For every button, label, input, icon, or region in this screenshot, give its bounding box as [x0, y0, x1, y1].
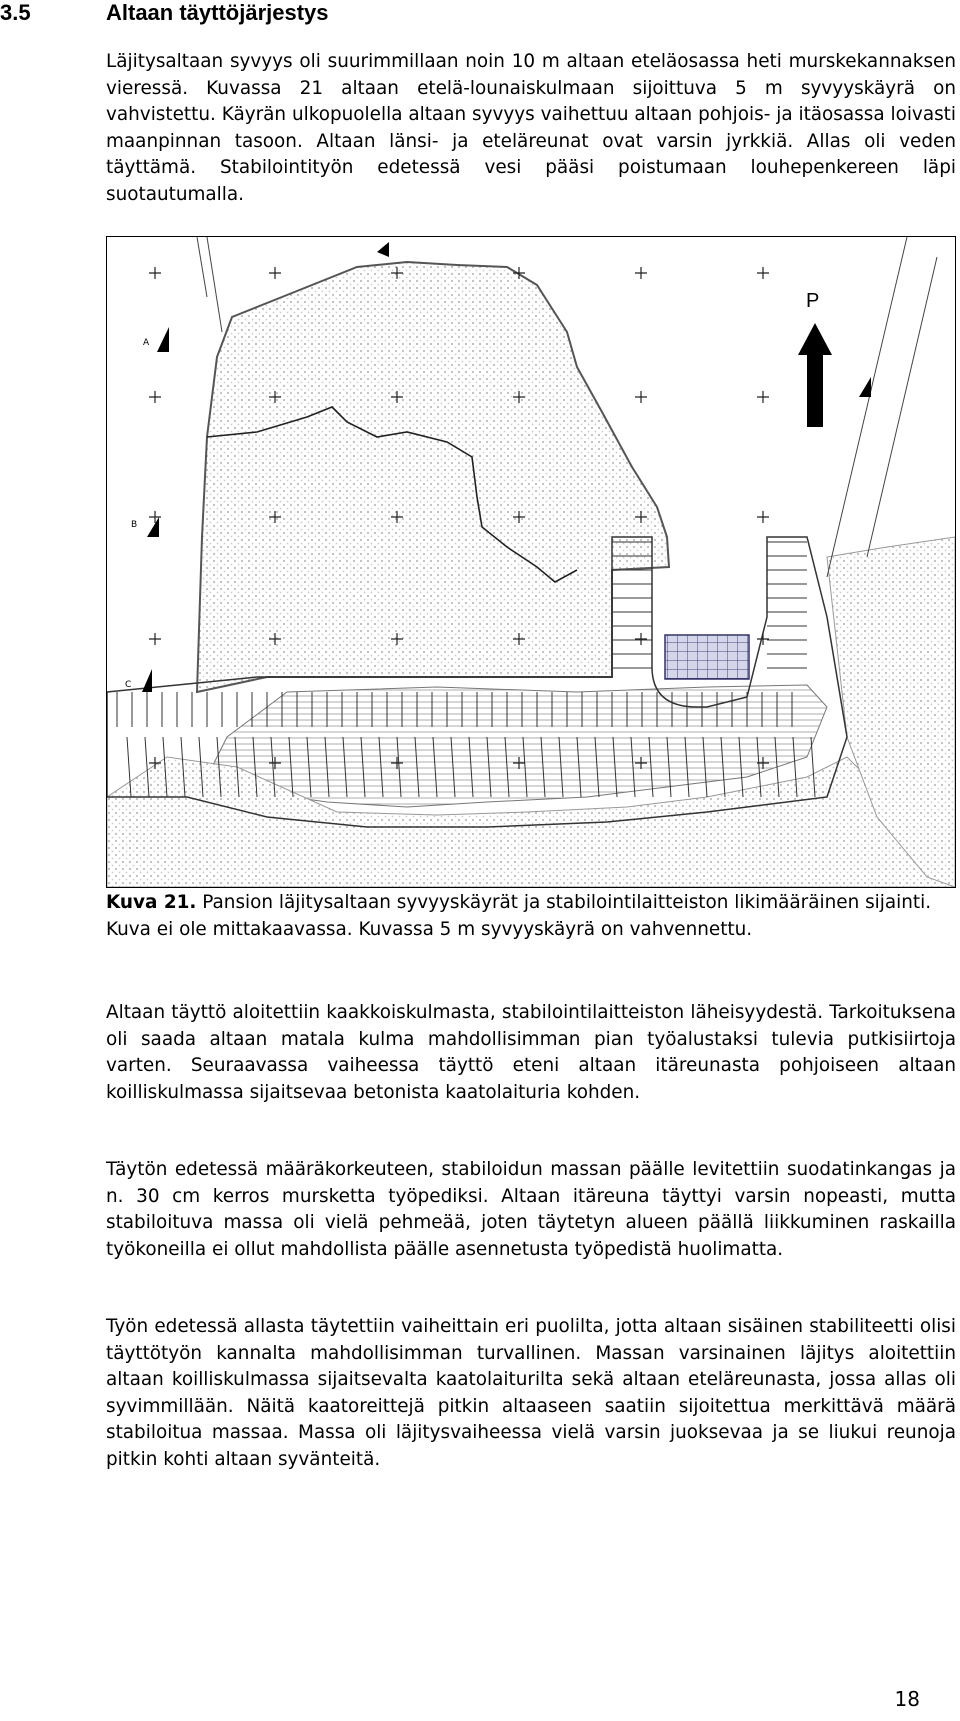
coordinate-cross	[149, 633, 161, 645]
page-number: 18	[894, 1687, 920, 1711]
coordinate-cross	[149, 391, 161, 403]
north-arrow	[798, 323, 832, 427]
coordinate-cross	[757, 391, 769, 403]
coordinate-cross	[269, 267, 281, 279]
coordinate-cross	[757, 511, 769, 523]
section-heading	[0, 0, 960, 28]
caption-label: Kuva 21.	[106, 892, 197, 913]
paragraph-2: Altaan täyttö aloitettiin kaakkoiskulmasta, stabilointilaitteiston läheisyydestä. Tarkoituksena oli saada altaan matala kulma mahdollisimman pian työalustaksi tulevia putkisiirtoja varten. Seuraavassa vaiheessa täyttö eteni altaan itäreunasta pohjoiseen altaan koilliskulmassa sijaitsevaa betonista kaatolaituria kohden.	[106, 1002, 956, 1103]
coordinate-cross	[757, 633, 769, 645]
basin-stipple-area	[197, 262, 669, 692]
paragraph-1: Läjitysaltaan syvyys oli suurimmillaan noin 10 m altaan eteläosassa heti murskekannaksen vieressä. Kuvassa 21 altaan etelä-lounaiskulmaan sijoittuva 5 m syvyyskäyrä on vahvistettu. Käyrän ulkopuolella altaan syvyys vaihettuu altaan pohjois- ja itäosassa loivasti maanpinnan tasoon. Altaan länsi- ja eteläreunat ovat varsin jyrkkiä. Allas oli veden täyttämä. Stabilointityön edetessä vesi pääsi poistumaan louhepenkereen läpi suotautumalla.	[106, 51, 956, 205]
survey-marker-a	[143, 327, 169, 352]
north-label: P	[806, 290, 820, 312]
caption-text: Pansion läjitysaltaan syvyyskäyrät ja stabilointilaitteiston likimääräinen sijainti. Kuva ei ole mittakaavassa. Kuvassa 5 m syvyyskäyrä on vahvennettu.	[106, 892, 932, 940]
coordinate-cross	[635, 267, 647, 279]
coordinate-cross	[635, 391, 647, 403]
figure-map	[106, 236, 956, 888]
coordinate-cross	[149, 267, 161, 279]
coordinate-cross	[635, 633, 647, 645]
coordinate-cross	[149, 511, 161, 523]
survey-marker-north	[377, 242, 389, 257]
coordinate-cross	[757, 267, 769, 279]
section-number: 3.5	[0, 0, 31, 25]
paragraph-3: Täytön edetessä määräkorkeuteen, stabiloidun massan päälle levitettiin suodatinkangas ja n. 30 cm kerros mursketta työpediksi. Altaan itäreuna täyttyi varsin nopeasti, mutta stabiloituva massa oli vielä pehmeää, joten täytetyn alueen päällä liikkuminen raskailla työkoneilla ei ollut mahdollista päälle asennetusta työpedistä huolimatta.	[106, 1159, 956, 1260]
survey-marker-a-label: A	[143, 338, 150, 348]
section-title: Altaan täyttöjärjestys	[106, 0, 329, 25]
survey-marker-c-label: C	[125, 680, 132, 690]
figure-caption	[106, 890, 956, 943]
map-drawing	[107, 237, 955, 887]
stabilization-equipment-grid	[665, 635, 749, 679]
survey-marker-east	[859, 377, 871, 397]
contour-band-south	[207, 685, 827, 807]
paragraph-4: Työn edetessä allasta täytettiin vaiheittain eri puolilta, jotta altaan sisäinen stabiliteetti olisi täyttötyön kannalta mahdollisimman turvallinen. Massan varsinainen läjitys aloitettiin altaan koilliskulmassa sijaitsevalta kaatolaiturilta sekä altaan eteläreunasta, jossa allas oli syvimmillään. Näitä kaatoreittejä pitkin altaaseen saatiin sijoitettua merkittävä määrä stabiloitua massaa. Massa oli läjitysvaiheessa vielä varsin juoksevaa ja se liukui reunoja pitkin kohti altaan syvänteitä.	[106, 1316, 956, 1470]
survey-marker-b-label: B	[131, 520, 138, 530]
